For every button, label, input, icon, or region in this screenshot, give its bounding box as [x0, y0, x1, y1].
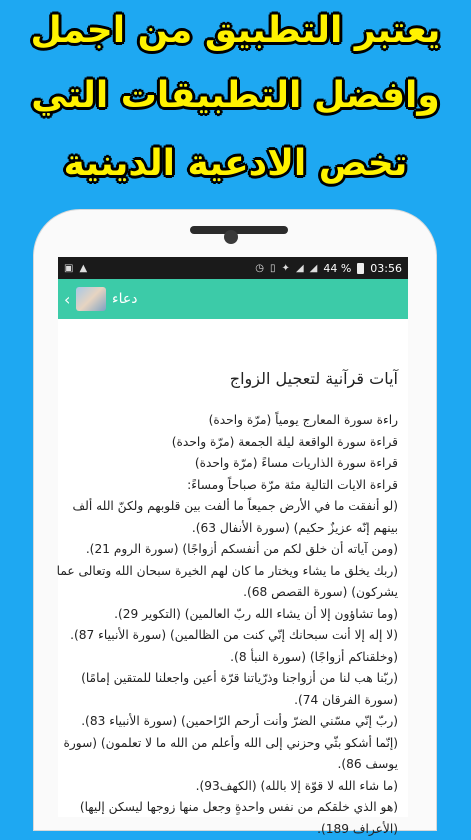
- data-saver-icon: ✦: [282, 263, 290, 274]
- article-line: يشركون) (سورة القصص 68).: [68, 582, 398, 604]
- article-line: راءة سورة المعارج يومياً (مرّة واحدة): [68, 410, 398, 432]
- app-bar-title: دعاء: [112, 291, 137, 307]
- phone-camera: [224, 230, 238, 244]
- article-line: (ربّ إنّي مسّني الضرّ وأنت أرحم الرّاحمين) (سورة الأنبياء 83).: [68, 711, 398, 733]
- app-bar: [58, 279, 408, 319]
- article-line: (سورة الفرقان 74).: [68, 690, 398, 712]
- alarm-icon: ◷: [255, 263, 264, 274]
- signal-icon-2: ◢: [310, 263, 318, 274]
- article-line: (لو أنفقت ما في الأرض جميعاً ما ألفت بين قلوبهم ولكنّ الله ألف: [68, 496, 398, 518]
- article-line: (هو الذي خلقكم من نفس واحدةٍ وجعل منها زوجها ليسكن إليها): [68, 797, 398, 819]
- promo-headline-line-2: وافضل التطبيقات التي: [0, 75, 471, 116]
- article-line: (لا إله إلا أنت سبحانك إنّي كنت من الظالمين) (سورة الأنبياء 87).: [68, 625, 398, 647]
- article-line: (ومن آياته أن خلق لكم من أنفسكم أزواجًا) (سورة الروم 21).: [68, 539, 398, 561]
- phone-frame: [34, 210, 436, 830]
- article-content: [58, 369, 408, 840]
- article-line: (وخلقناكم أزواجًا) (سورة النبأ 8).: [68, 647, 398, 669]
- app-notification-icon: ▲: [79, 263, 87, 274]
- back-chevron-icon[interactable]: ‹: [64, 290, 74, 309]
- image-notification-icon: ▣: [64, 263, 73, 274]
- article-body: [68, 410, 398, 840]
- article-line: (الأعراف 189).: [68, 819, 398, 840]
- article-line: (ربّنا هب لنا من أزواجنا وذرّياتنا قرّة أعين واجعلنا للمتقين إمامًا): [68, 668, 398, 690]
- article-line: (ما شاء الله لا قوّة إلا بالله) (الكهف93).: [68, 776, 398, 798]
- promo-headline-line-3: تخص الادعية الدينية: [0, 143, 471, 184]
- phone-screen: [58, 257, 408, 817]
- article-line: قراءة الايات التالية مئة مرّة صباحاً ومساءً:: [68, 475, 398, 497]
- signal-icon: ◢: [296, 263, 304, 274]
- article-heading: آيات قرآنية لتعجيل الزواج: [68, 369, 398, 388]
- battery-percent: 44 %: [323, 262, 351, 275]
- article-line: بينهم إنّه عزيزٌ حكيم) (سورة الأنفال 63).: [68, 518, 398, 540]
- vibrate-icon: ▯: [270, 263, 276, 274]
- article-line: قراءة سورة الواقعة ليلة الجمعة (مرّة واحدة): [68, 432, 398, 454]
- app-thumbnail[interactable]: [76, 287, 106, 311]
- status-bar: [58, 257, 408, 279]
- clock: 03:56: [370, 262, 402, 275]
- article-line: (ربك يخلق ما يشاء ويختار ما كان لهم الخيرة سبحان الله وتعالى عما: [68, 561, 398, 583]
- battery-icon: [357, 263, 364, 274]
- promo-headline-line-1: يعتبر التطبيق من اجمل: [0, 10, 471, 51]
- article-line: (وما تشاؤون إلا أن يشاء الله ربّ العالمين) (التكوير 29).: [68, 604, 398, 626]
- article-line: يوسف 86).: [68, 754, 398, 776]
- phone-speaker: [190, 226, 288, 234]
- article-line: قراءة سورة الذاريات مساءً (مرّة واحدة): [68, 453, 398, 475]
- article-line: (إنّما أشكو بثّي وحزني إلى الله وأعلم من الله ما لا تعلمون) (سورة: [68, 733, 398, 755]
